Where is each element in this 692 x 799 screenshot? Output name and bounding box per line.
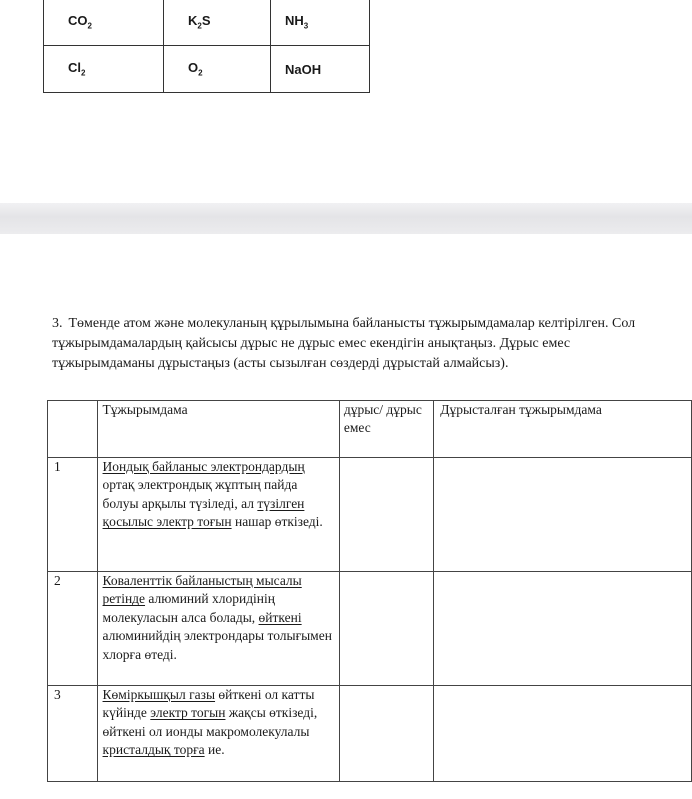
header-fixed: Дұрысталған тұжырымдама	[434, 401, 692, 458]
header-num	[48, 401, 98, 458]
formula-cell: NaOH	[271, 46, 370, 93]
task-text: Төменде атом және молекуланың құрылымына байланысты тұжырымдамалар келтірілген. Сол тұжырымдамалардың қайсысы дұрыс не дұрыс емес екендігін анықтаңыз. Дұрыс емес тұжырымдаманы дұрыстаңыз (асты сызылған сөздерді дұрыстай алмайсыз).	[52, 316, 636, 371]
statements-table	[47, 400, 692, 782]
header-statement: Тұжырымдама	[97, 401, 339, 458]
header-correct: дұрыс/ дұрыс емес	[339, 401, 433, 458]
correct-answer-cell[interactable]	[339, 572, 433, 686]
formula-cell: $K_2S$	[164, 0, 271, 46]
row-number: 1	[48, 458, 98, 572]
formula-cell: $CO_2$	[44, 0, 164, 46]
formula-cell: $Cl_2$	[44, 46, 164, 93]
task-number: 3.	[52, 316, 63, 331]
statement-text: Иондық байланыс электрондардың ортақ электрондық жұптың пайда болуы арқылы түзіледі, ал түзілген қосылыс электр тоғын нашар өткізеді.	[97, 458, 339, 572]
formula-cell: $O_2$	[164, 46, 271, 93]
correct-answer-cell[interactable]	[339, 686, 433, 782]
formula-row	[44, 0, 370, 46]
formula-row	[44, 46, 370, 93]
table-header-row	[48, 401, 692, 458]
task-instructions	[52, 314, 642, 374]
correct-answer-cell[interactable]	[339, 458, 433, 572]
page-gap-divider	[0, 203, 692, 234]
table-row	[48, 458, 692, 572]
corrected-statement-cell[interactable]	[434, 572, 692, 686]
table-row	[48, 572, 692, 686]
table-row	[48, 686, 692, 782]
formula-cell: $NH_3$	[271, 0, 370, 46]
formula-table	[43, 0, 370, 93]
statement-text: Коваленттік байланыстың мысалы ретінде алюминий хлоридінің молекуласын алса болады, өйткені алюминийдің электрондары толығымен хлорға өтеді.	[97, 572, 339, 686]
corrected-statement-cell[interactable]	[434, 686, 692, 782]
statement-text: Көміркышқыл газы өйткені ол катты күйінде электр тогын жақсы өткізеді, өйткені ол ионды макромолекулалы кристалдық торға ие.	[97, 686, 339, 782]
corrected-statement-cell[interactable]	[434, 458, 692, 572]
row-number: 3	[48, 686, 98, 782]
row-number: 2	[48, 572, 98, 686]
